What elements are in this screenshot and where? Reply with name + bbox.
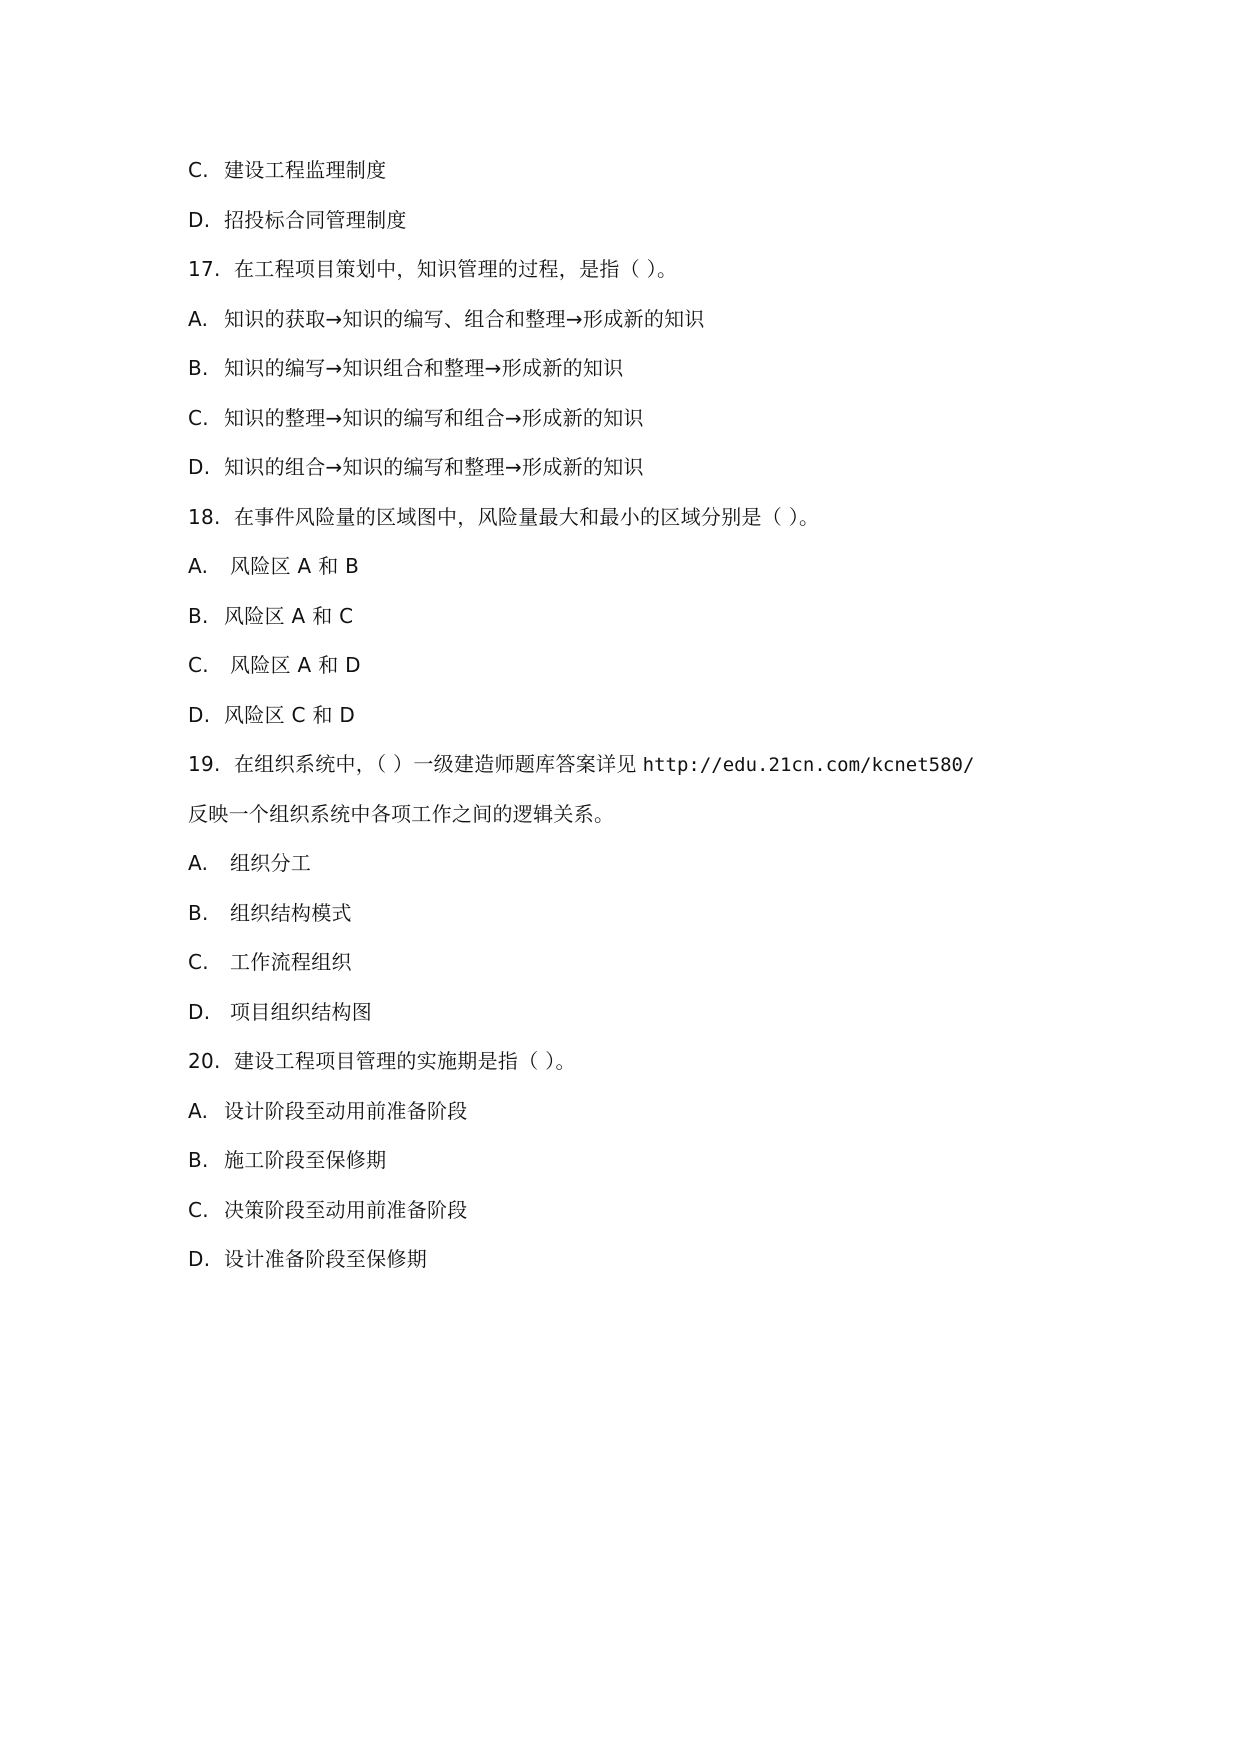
option-label: A. <box>188 306 209 331</box>
option-text: 项目组织结构图 <box>230 999 373 1024</box>
option-label: C. <box>188 653 209 677</box>
option-text: 组织结构模式 <box>230 900 352 925</box>
option-text: 设计阶段至动用前准备阶段 <box>224 1098 468 1123</box>
option-label: D. <box>188 1247 211 1271</box>
option-line <box>188 344 1128 394</box>
question-number: 17. <box>188 257 221 281</box>
option-line <box>188 839 1128 889</box>
option-label: B. <box>188 356 209 380</box>
option-label: B. <box>188 1148 209 1172</box>
question-text: 在组织系统中，（ ）一级建造师题库答案详见 <box>234 752 637 776</box>
option-text: 设计准备阶段至保修期 <box>224 1247 427 1271</box>
question-line <box>188 1037 1128 1087</box>
question-url[interactable]: http://edu.21cn.com/kcnet580/ <box>642 754 975 776</box>
option-line <box>188 938 1128 988</box>
question-line <box>188 740 1128 790</box>
option-label: C. <box>188 158 209 182</box>
option-text: 知识的编写→知识组合和整理→形成新的知识 <box>224 356 624 380</box>
option-line <box>188 889 1128 939</box>
question-number: 18. <box>188 504 221 529</box>
option-text: 决策阶段至动用前准备阶段 <box>224 1197 468 1222</box>
option-text: 风险区 A 和 B <box>230 554 360 578</box>
option-line <box>188 641 1128 691</box>
option-label: A. <box>188 554 209 578</box>
option-label: C. <box>188 1197 209 1222</box>
option-line <box>188 592 1128 642</box>
option-line <box>188 691 1128 741</box>
option-label: D. <box>188 999 211 1024</box>
option-text: 组织分工 <box>230 851 312 875</box>
option-text: 知识的获取→知识的编写、组合和整理→形成新的知识 <box>224 306 705 331</box>
option-line <box>188 295 1128 345</box>
option-label: D. <box>188 455 211 479</box>
option-text: 风险区 A 和 D <box>230 653 361 677</box>
option-text: 风险区 C 和 D <box>224 702 356 727</box>
option-label: A. <box>188 1098 209 1123</box>
option-text: 知识的整理→知识的编写和组合→形成新的知识 <box>224 405 644 430</box>
option-line <box>188 1235 1128 1285</box>
option-line <box>188 542 1128 592</box>
option-text: 建设工程监理制度 <box>224 158 387 182</box>
option-text: 知识的组合→知识的编写和整理→形成新的知识 <box>224 455 644 479</box>
option-label: C. <box>188 405 209 430</box>
question-list <box>188 146 1128 1285</box>
option-line <box>188 196 1128 246</box>
question-continuation <box>188 790 1128 840</box>
option-line <box>188 988 1128 1038</box>
option-label: D. <box>188 207 211 232</box>
question-line <box>188 245 1128 295</box>
option-line <box>188 146 1128 196</box>
option-text: 风险区 A 和 C <box>224 603 354 628</box>
option-label: D. <box>188 702 211 727</box>
option-label: B. <box>188 900 209 925</box>
option-text: 工作流程组织 <box>230 950 352 974</box>
option-text: 招投标合同管理制度 <box>224 207 407 232</box>
question-line <box>188 493 1128 543</box>
option-line <box>188 1186 1128 1236</box>
option-label: B. <box>188 603 209 628</box>
option-text: 施工阶段至保修期 <box>224 1148 387 1172</box>
question-text: 在事件风险量的区域图中，风险量最大和最小的区域分别是（ ）。 <box>234 504 820 529</box>
option-label: A. <box>188 851 209 875</box>
question-number: 20. <box>188 1049 221 1073</box>
option-line <box>188 443 1128 493</box>
option-line <box>188 1087 1128 1137</box>
question-text: 在工程项目策划中，知识管理的过程，是指（ ）。 <box>234 257 678 281</box>
option-line <box>188 1136 1128 1186</box>
question-text: 建设工程项目管理的实施期是指（ ）。 <box>234 1049 576 1073</box>
option-label: C. <box>188 950 209 974</box>
option-line <box>188 394 1128 444</box>
question-text: 反映一个组织系统中各项工作之间的逻辑关系。 <box>188 801 615 826</box>
question-number: 19. <box>188 752 221 776</box>
